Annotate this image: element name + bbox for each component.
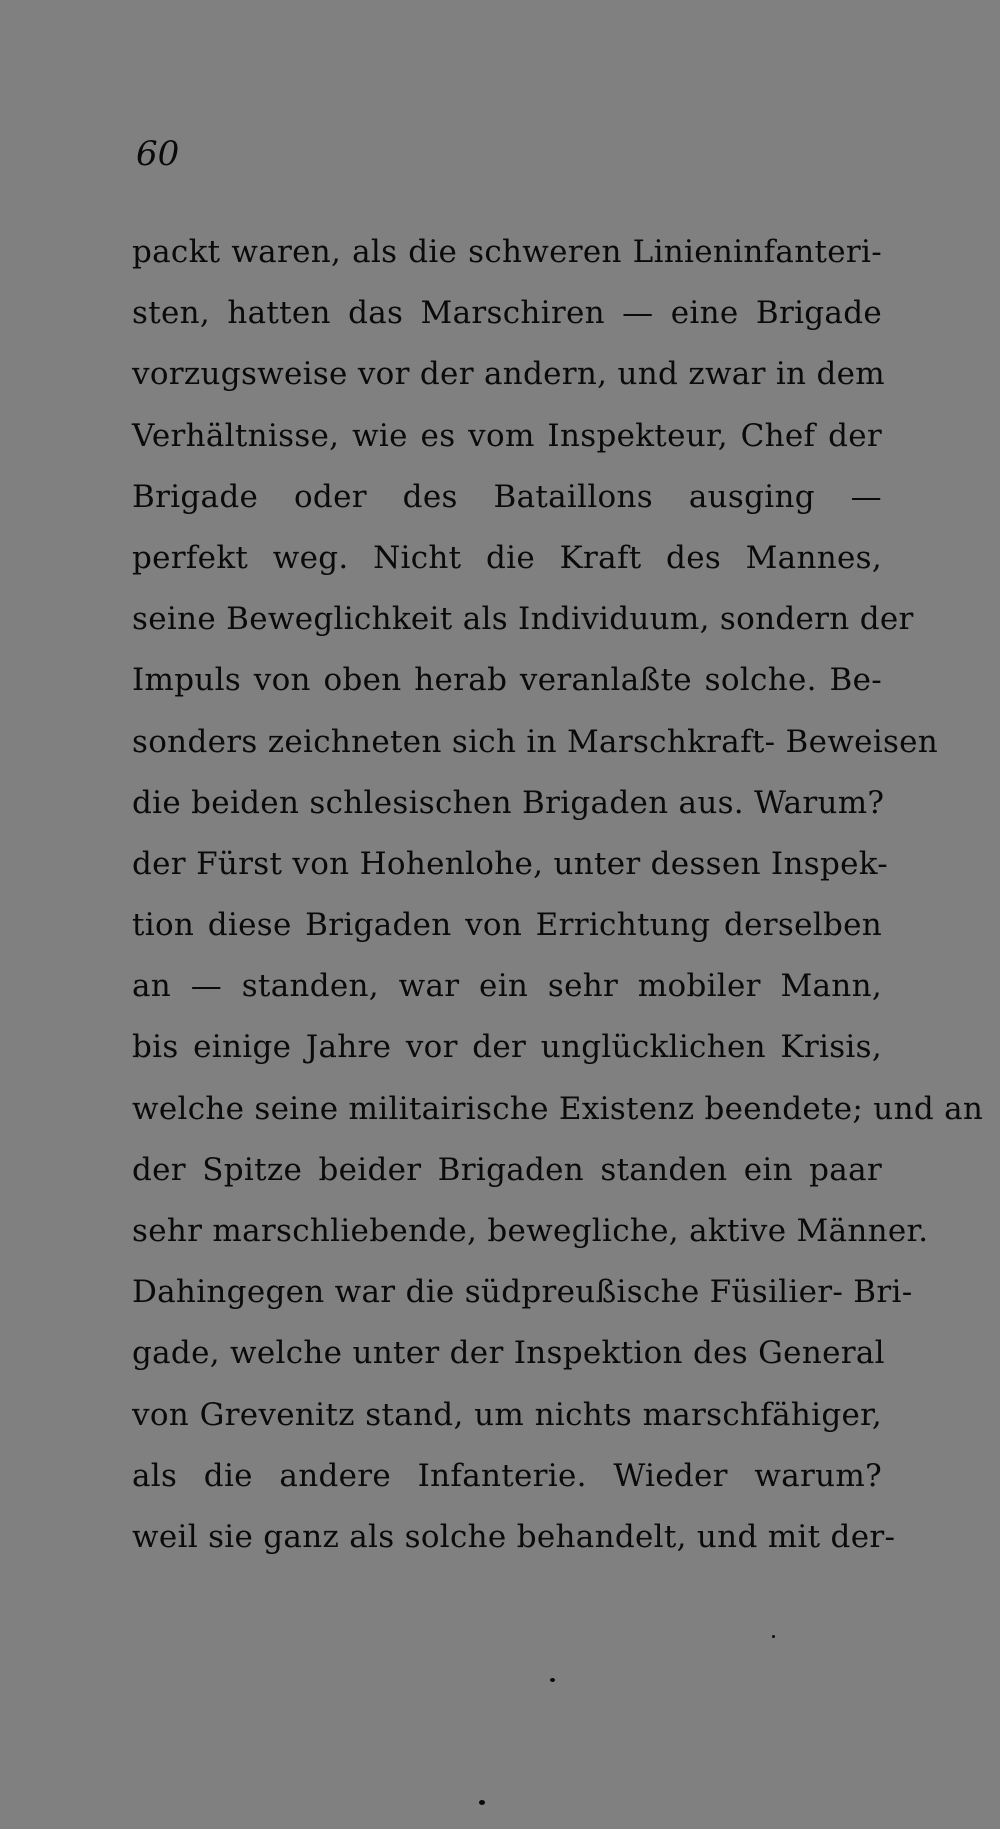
text-line: der Spitze beider Brigaden standen ein paar [132,1151,882,1188]
text-line: packt waren, als die schweren Linieninfanteri- [132,234,882,270]
text-line: bis einige Jahre vor der unglücklichen Krisis, [132,1029,882,1066]
text-line: die beiden schlesischen Brigaden aus. Warum? [132,784,885,821]
text-line: sonders zeichneten sich in Marschkraft- Beweisen [132,723,939,760]
text-line: seine Beweglichkeit als Individuum, sondern der [132,601,914,638]
text-line: sten, hatten das Marschiren — eine Brigade [132,295,882,332]
text-line: welche seine militairische Existenz beendete; und an [132,1090,984,1127]
text-line: perfekt weg. Nicht die Kraft des Mannes, [132,539,882,576]
scan-speck [550,1678,555,1682]
page-number: 60 [136,134,180,174]
text-line: gade, welche unter der Inspektion des General [132,1335,885,1372]
text-line: Brigade oder des Bataillons ausging — [132,478,882,515]
scan-speck [479,1800,485,1805]
scan-speck [772,1635,775,1638]
text-line: an — standen, war ein sehr mobiler Mann, [132,968,882,1005]
text-line: von Grevenitz stand, um nichts marschfähiger, [132,1396,882,1433]
text-line: vorzugsweise vor der andern, und zwar in dem [132,356,885,393]
text-line: Verhältnisse, wie es vom Inspekteur, Chef der [132,417,882,454]
text-line: der Fürst von Hohenlohe, unter dessen Inspek- [132,845,889,882]
text-line: tion diese Brigaden von Errichtung derselben [132,907,882,944]
body-text [132,222,984,1568]
text-line: weil sie ganz als solche behandelt, und mit der- [132,1518,896,1555]
text-line: als die andere Infanterie. Wieder warum? [132,1457,882,1494]
text-line: Dahingegen war die südpreußische Füsilier- Bri- [132,1274,913,1311]
text-line: sehr marschliebende, bewegliche, aktive Männer. [132,1213,929,1249]
text-line: Impuls von oben herab veranlaßte solche. Be- [132,662,882,699]
